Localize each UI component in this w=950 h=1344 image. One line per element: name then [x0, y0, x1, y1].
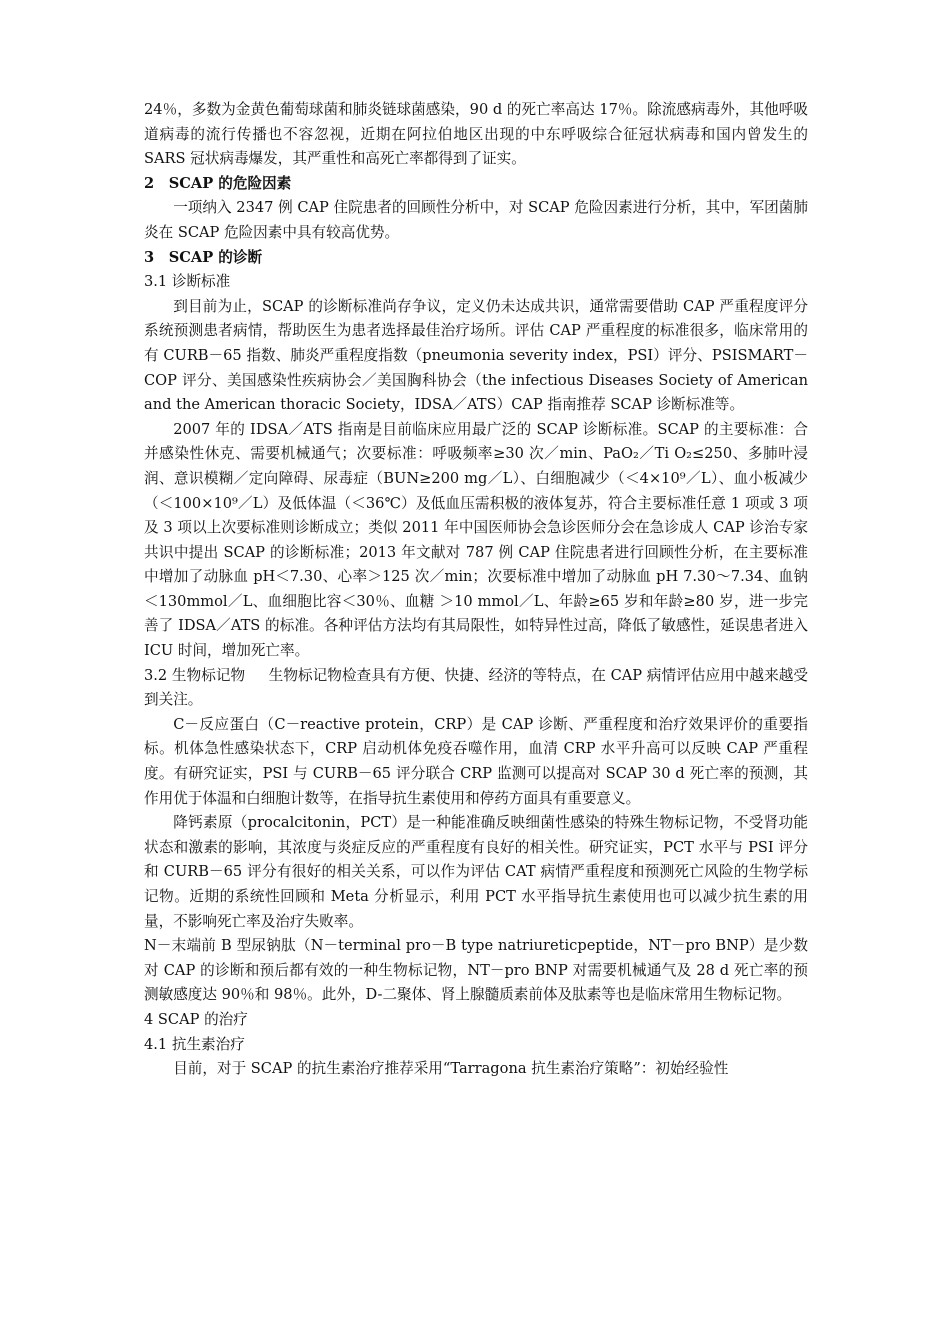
subsection-heading-diagnostic-criteria: 3.1 诊断标准 — [144, 273, 231, 291]
paragraph-biomarkers-intro: 生物标记物检查具有方便、快捷、经济的等特点，在 CAP 病情评估应用中越来越受到关注。 — [144, 666, 808, 709]
subsection-heading-antibiotics: 4.1 抗生素治疗 — [144, 1035, 245, 1053]
paragraph-nt-pro-bnp: N－末端前 B 型尿钠肽（N－terminal pro－B type natriureticpeptide，NT－pro BNP）是少数对 CAP 的诊断和预后都有效的一种生物标记物，NT－pro BNP 对需要机械通气及 28 d 死亡率的预测敏感度达 90％和 98％。此外，D-二聚体、肾上腺髓质素前体及肽素等也是临床常用生物标记物。 — [144, 937, 808, 1004]
paragraph-idsa-ats-guideline: 2007 年的 IDSA／ATS 指南是目前临床应用最广泛的 SCAP 诊断标准。SCAP 的主要标准：合并感染性休克、需要机械通气；次要标准：呼吸频率≥30 次／min、PaO₂／Ti O₂≤250、多肺叶浸润、意识模糊／定向障碍、尿毒症（BUN≥200 mg／L）、白细胞减少（＜4×10⁹／L）、血小板减少（＜100×10⁹／L）及低体温（＜36℃）及低血压需积极的液体复苏，符合主要标准任意 1 项或 3 项及 3 项以上次要标准则诊断成立；类似 2011 年中国医师协会急诊医师分会在急诊成人 CAP 诊治专家共识中提出 SCAP 的诊断标准；2013 年文献对 787 例 CAP 住院患者进行回顾性分析，在主要标准中增加了动脉血 pH＜7.30、心率＞125 次／min；次要标准中增加了动脉血 pH 7.30～7.34、血钠 ＜130mmol／L、血细胞比容＜30％、血糖 ＞10 mmol／L、年龄≥65 岁和年龄≥80 岁，进一步完善了 IDSA／ATS 的标准。各种评估方法均有其局限性，如特异性过高，降低了敏感性，延误患者进入 ICU 时间，增加死亡率。 — [144, 420, 808, 660]
section-heading-diagnosis: 3 SCAP 的诊断 — [144, 248, 263, 266]
subsection-heading-biomarkers: 3.2 生物标记物 — [144, 666, 246, 684]
subsection-biomarkers — [144, 664, 808, 713]
paragraph-diagnostic-criteria: 到目前为止，SCAP 的诊断标准尚存争议，定义仍未达成共识，通常需要借助 CAP 严重程度评分系统预测患者病情，帮助医生为患者选择最佳治疗场所。评估 CAP 严重程度的标准很多，临床常用的有 CURB－65 指数、肺炎严重程度指数（pneumonia severity index，PSI）评分、PSISMART－COP 评分、美国感染性疾病协会／美国胸科协会（the infectious Diseases Society of American and the American thoracic Society，IDSA／ATS）CAP 指南推荐 SCAP 诊断标准等。 — [144, 297, 808, 414]
paragraph-crp: C－反应蛋白（C－reactive protein，CRP）是 CAP 诊断、严重程度和治疗效果评价的重要指标。机体急性感染状态下，CRP 启动机体免疫吞噬作用，血清 CRP 水平升高可以反映 CAP 严重程度。有研究证实，PSI 与 CURB－65 评分联合 CRP 监测可以提高对 SCAP 30 d 死亡率的预测，其作用优于体温和白细胞计数等，在指导抗生素使用和停药方面具有重要意义。 — [144, 715, 808, 807]
section-heading-treatment: 4 SCAP 的治疗 — [144, 1010, 248, 1028]
section-heading-risk-factors: 2 SCAP 的危险因素 — [144, 174, 292, 192]
paragraph-mortality: 24％，多数为金黄色葡萄球菌和肺炎链球菌感染，90 d 的死亡率高达 17％。除流感病毒外，其他呼吸道病毒的流行传播也不容忽视，近期在阿拉伯地区出现的中东呼吸综合征冠状病毒和国内曾发生的 SARS 冠状病毒爆发，其严重性和高死亡率都得到了证实。 — [144, 101, 808, 168]
paragraph-risk-factors: 一项纳入 2347 例 CAP 住院患者的回顾性分析中，对 SCAP 危险因素进行分析，其中，军团菌肺炎在 SCAP 危险因素中具有较高优势。 — [144, 199, 808, 241]
paragraph-antibiotic-strategy: 目前，对于 SCAP 的抗生素治疗推荐采用“Tarragona 抗生素治疗策略”：初始经验性 — [173, 1060, 729, 1078]
document-page — [144, 98, 808, 1082]
paragraph-pct: 降钙素原（procalcitonin，PCT）是一种能准确反映细菌性感染的特殊生物标记物，不受肾功能状态和激素的影响，其浓度与炎症反应的严重程度有良好的相关性。研究证实，PCT 水平与 PSI 评分和 CURB－65 评分有很好的相关关系，可以作为评估 CAT 病情严重程度和预测死亡风险的生物学标记物。近期的系统性回顾和 Meta 分析显示，利用 PCT 水平指导抗生素使用也可以减少抗生素的用量，不影响死亡率及治疗失败率。 — [144, 814, 808, 930]
